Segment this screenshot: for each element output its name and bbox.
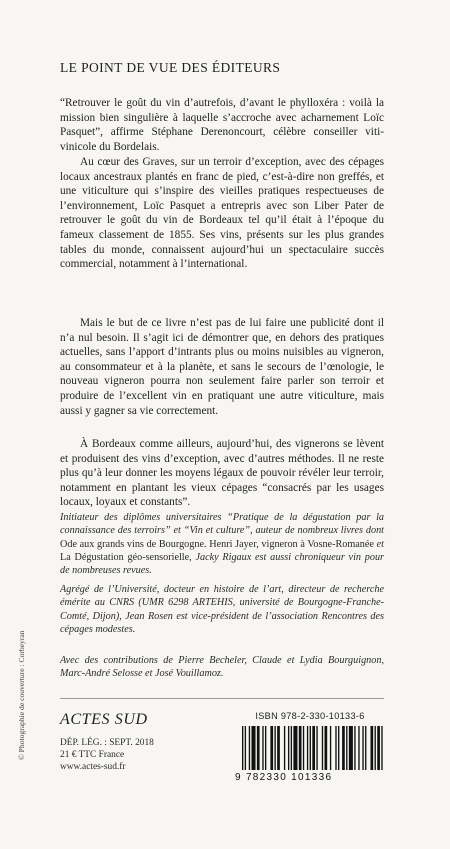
barcode-bar bbox=[375, 726, 376, 770]
barcode-bar bbox=[358, 726, 359, 770]
barcode-bar bbox=[325, 726, 328, 770]
bio-text: , Jacky Rigaux est aussi chroniqueur vin pour de nombreuses revues. bbox=[60, 551, 384, 577]
barcode-bar bbox=[316, 726, 317, 770]
barcode-bar bbox=[284, 726, 285, 770]
barcode-bar bbox=[249, 726, 250, 770]
barcode-bar bbox=[303, 726, 304, 770]
barcode-bar bbox=[377, 726, 380, 770]
publisher-logo: ACTES SUD bbox=[60, 711, 148, 728]
barcode-bar bbox=[293, 726, 297, 770]
barcode-bar bbox=[265, 726, 266, 770]
book-title: La Dégustation géo-sensorielle bbox=[60, 551, 190, 563]
contributors: Avec des contributions de Pierre Becheler, Claude et Lydia Bourguignon, Marc-André Selosse et José Vouillamoz. bbox=[60, 655, 384, 680]
barcode-bar bbox=[322, 726, 323, 770]
barcode-bar bbox=[335, 726, 336, 770]
barcode-bar bbox=[257, 726, 260, 770]
barcode-bar bbox=[262, 726, 263, 770]
barcode-bar bbox=[251, 726, 255, 770]
legal-deposit: DÉP. LÉG. : SEPT. 2018 bbox=[60, 738, 154, 748]
barcode-bar bbox=[310, 726, 311, 770]
barcode bbox=[242, 726, 384, 770]
barcode-bar bbox=[365, 726, 366, 770]
barcode-bar bbox=[242, 726, 243, 770]
book-title: Ode aux grands vins de Bourgogne. Henri Jayer, vigneron à Vosne-Romanée bbox=[60, 538, 374, 550]
barcode-bar bbox=[342, 726, 345, 770]
barcode-bar bbox=[362, 726, 363, 770]
barcode-bar bbox=[299, 726, 302, 770]
paragraph-bordeaux: À Bordeaux comme ailleurs, aujourd’hui, des vignerons se lèvent et produisent des vins d’exception, avec d’autres méthodes. Il ne reste plus qu’à leur donner les moyens légaux de pouvoir révéler leur terroir, notamment en plantant les vieux cépages “consacrés par les usages locaux, loyaux et constants”. bbox=[60, 438, 384, 509]
barcode-bar bbox=[277, 726, 280, 770]
barcode-bar bbox=[291, 726, 292, 770]
isbn: ISBN 978-2-330-10133-6 bbox=[255, 711, 365, 721]
barcode-bar bbox=[245, 726, 246, 770]
barcode-bar bbox=[346, 726, 347, 770]
bio-text: et bbox=[373, 538, 384, 550]
barcode-bar bbox=[338, 726, 339, 770]
barcode-bar bbox=[307, 726, 308, 770]
barcode-bar bbox=[349, 726, 353, 770]
photo-credit: © Photographie de couverture : Corbeyran bbox=[17, 630, 26, 760]
paragraph-graves: Au cœur des Graves, sur un terroir d’exception, avec des cépages locaux ancestraux plantés en franc de pied, c’est-à-dire non greffés, et une viticulture qui s’inspire des vieilles pratiques respectueuses de l’environnement, Loïc Pasquet a entrepris avec son Liber Pater de retrouver le goût du vin de Bordeaux tel qu’il était à l’époque du fameux classement de 1855. Ses vins, présents sur les plus grandes tables du monde, connaissent aujourd’hui un spectaculaire succès commercial, notamment à l’international. bbox=[60, 156, 384, 271]
barcode-bar bbox=[288, 726, 289, 770]
bio-text: Initiateur des diplômes universitaires “Pratique de la dégustation par la connaissance des terroirs” et “Vin et culture”, auteur de nombreux livres dont bbox=[60, 512, 384, 537]
paragraph-purpose: Mais le but de ce livre n’est pas de lui faire une publicité dont il n’a nul besoin. Il s’agit ici de démontrer que, en dehors des pratiques actuelles, sans l’apport d’intrants plus ou moins nuisibles au vigneron, au consommateur et à la planète, et sans le secours de l’œnologie, le nouveau vigneron pourra non seulement faire parler son terroir et produire de l’excellent vin en pratiquant une autre viticulture, mais aussi y gagner sa vie correctement. bbox=[60, 317, 384, 417]
barcode-bar bbox=[381, 726, 382, 770]
barcode-bar bbox=[354, 726, 355, 770]
barcode-bar bbox=[330, 726, 331, 770]
barcode-bar bbox=[312, 726, 315, 770]
section-title: LE POINT DE VUE DES ÉDITEURS bbox=[60, 60, 281, 75]
website: www.actes-sud.fr bbox=[60, 762, 126, 772]
author-bio-rigaux bbox=[60, 511, 384, 577]
price: 21 € TTC France bbox=[60, 750, 125, 760]
barcode-bar bbox=[270, 726, 273, 770]
paragraph-quote: “Retrouver le goût du vin d’autrefois, d’avant le phylloxéra : voilà la mission bien singulière à laquelle s’accroche avec acharnement Loïc Pasquet”, affirme Stéphane Derenoncourt, célèbre conseiller viti-vinicole du Bordelais. bbox=[60, 97, 384, 153]
barcode-digits: 9 782330 101336 bbox=[235, 772, 333, 783]
barcode-bar bbox=[370, 726, 373, 770]
barcode-bar bbox=[274, 726, 275, 770]
author-bio-rosen: Agrégé de l’Université, docteur en histoire de l’art, directeur de recherche émérite au CNRS (UMR 6298 ARTEHIS, université de Bourgogne-Franche-Comté, Dijon), Jean Rosen est vice-président de l’association Rencontres des cépages modestes. bbox=[60, 584, 384, 635]
divider bbox=[60, 698, 384, 699]
